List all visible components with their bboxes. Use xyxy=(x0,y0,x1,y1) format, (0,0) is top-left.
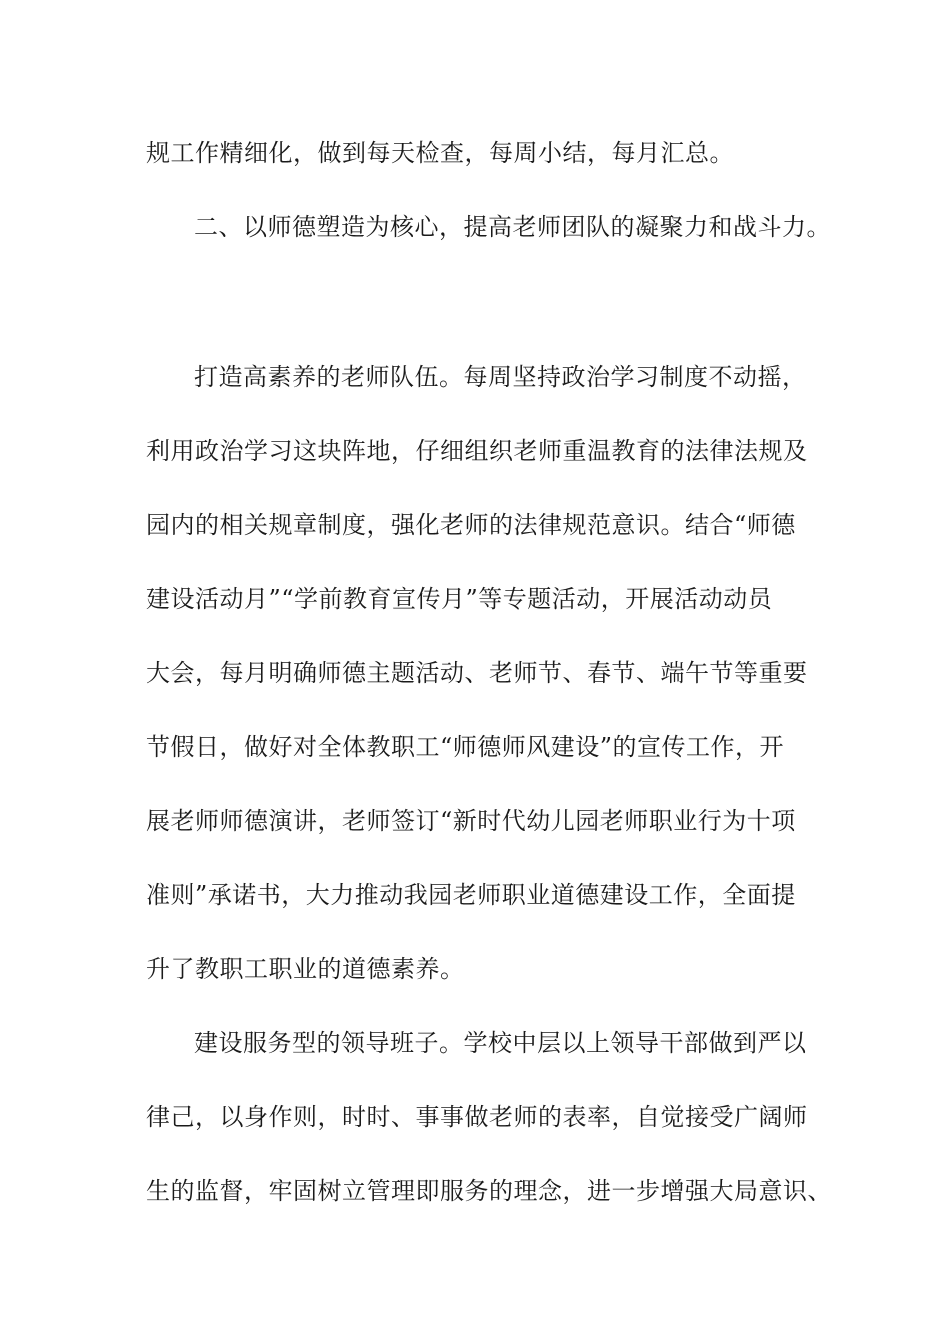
text-line: 节假日，做好对全体教职工“师德师风建设”的宣传工作，开 xyxy=(146,733,785,761)
section-heading: 二、以师德塑造为核心，提高老师团队的凝聚力和战斗力。 xyxy=(194,213,831,241)
text-line: 律己，以身作则，时时、事事做老师的表率，自觉接受广阔师 xyxy=(146,1103,808,1131)
text-line: 规工作精细化，做到每天检查，每周小结，每月汇总。 xyxy=(146,139,734,167)
text-line: 建设活动月”“学前教育宣传月”等专题活动，开展活动动员 xyxy=(146,585,773,613)
text-line: 生的监督，牢固树立管理即服务的理念，进一步增强大局意识、 xyxy=(146,1177,832,1205)
text-line: 升了教职工职业的道德素养。 xyxy=(146,955,465,983)
text-line: 准则”承诺书，大力推动我园老师职业道德建设工作，全面提 xyxy=(146,881,796,909)
text-line: 园内的相关规章制度，强化老师的法律规范意识。结合“师德 xyxy=(146,511,796,539)
text-line: 展老师师德演讲，老师签订“新时代幼儿园老师职业行为十项 xyxy=(146,807,796,835)
text-line: 打造高素养的老师队伍。每周坚持政治学习制度不动摇， xyxy=(194,363,807,391)
text-line: 建设服务型的领导班子。学校中层以上领导干部做到严以 xyxy=(194,1029,807,1057)
text-line: 利用政治学习这块阵地，仔细组织老师重温教育的法律法规及 xyxy=(146,437,808,465)
text-line: 大会，每月明确师德主题活动、老师节、春节、端午节等重要 xyxy=(146,659,808,687)
